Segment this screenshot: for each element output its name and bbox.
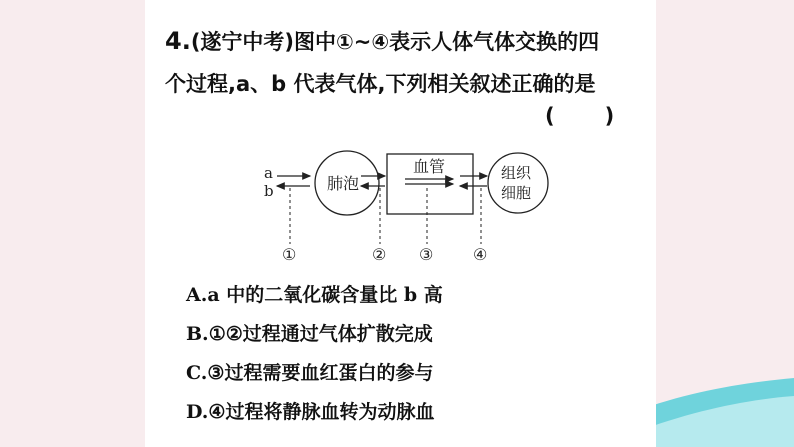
question-stem-line2: 个过程,a、b 代表气体,下列相关叙述正确的是	[165, 72, 596, 96]
gas-b-label: b	[264, 182, 274, 200]
option-b-letter: B.	[186, 323, 209, 345]
tissue-label-line2: 细胞	[501, 184, 532, 202]
option-c-text: ③过程需要血红蛋白的参与	[207, 362, 434, 384]
vessel-label: 血管	[413, 157, 446, 176]
process-label-3: ③	[419, 245, 434, 263]
option-c[interactable]	[186, 358, 433, 385]
process-label-2: ②	[372, 245, 387, 263]
option-d[interactable]	[186, 397, 434, 424]
option-d-letter: D.	[186, 401, 209, 423]
option-b[interactable]	[186, 319, 433, 346]
option-a-letter: A.	[186, 284, 208, 306]
answer-blank[interactable]: ( )	[545, 104, 615, 128]
question-number: 4.	[165, 27, 191, 55]
option-b-text: ①②过程通过气体扩散完成	[208, 323, 433, 345]
question-source: (遂宁中考)	[190, 30, 295, 54]
gas-a-label: a	[264, 164, 273, 182]
question-stem-line1: 图中①~④表示人体气体交换的四	[294, 30, 600, 54]
option-a[interactable]	[186, 280, 443, 307]
process-label-4: ④	[473, 245, 488, 263]
option-a-text: a 中的二氧化碳含量比 b 高	[207, 284, 443, 306]
question-stem	[165, 20, 640, 105]
option-c-letter: C.	[186, 362, 208, 384]
tissue-cell-circle	[488, 153, 548, 213]
gas-exchange-diagram	[255, 148, 555, 263]
process-label-1: ①	[282, 245, 297, 263]
tissue-label-line1: 组织	[501, 164, 532, 182]
alveolus-label: 肺泡	[327, 174, 360, 193]
option-d-text: ④过程将静脉血转为动脉血	[208, 401, 435, 423]
